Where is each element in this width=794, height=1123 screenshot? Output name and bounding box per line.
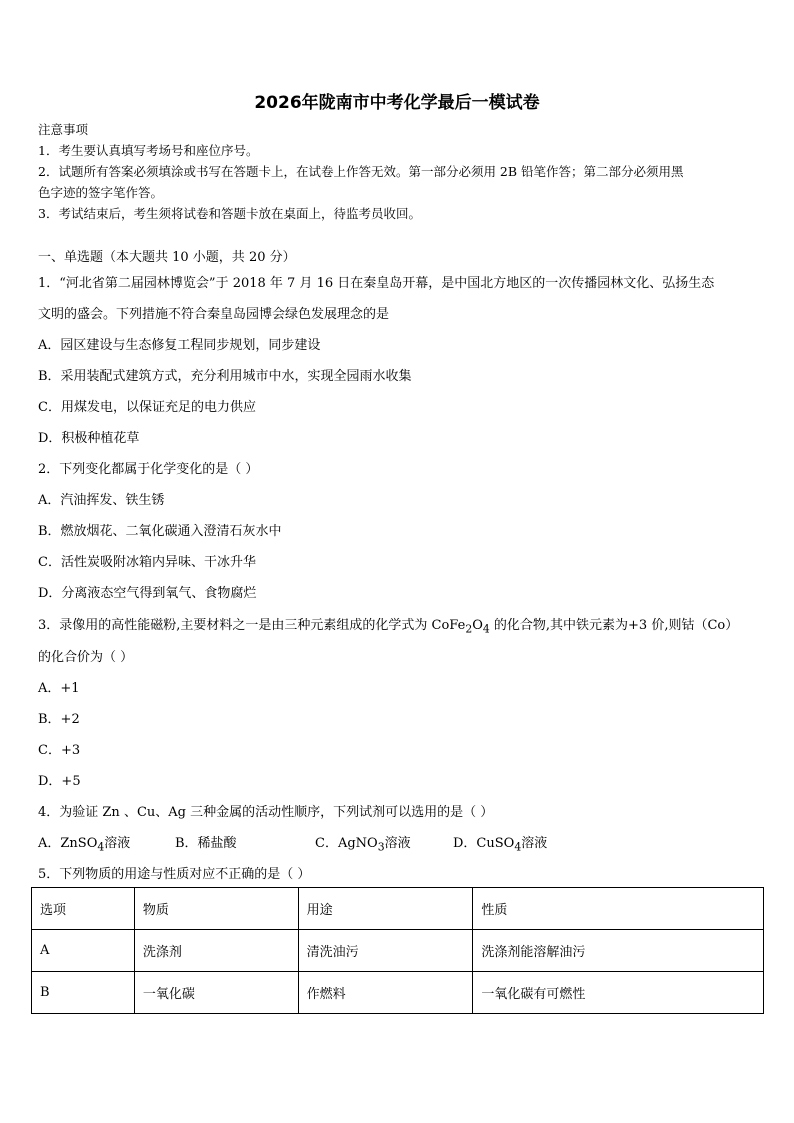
table-header-cell: 选项: [32, 888, 135, 930]
table-cell: 洗涤剂: [134, 930, 298, 972]
subscript: 3: [377, 840, 385, 854]
table-cell: 作燃料: [298, 972, 473, 1014]
question-stem: 文明的盛会。下列措施不符合秦皇岛园博会绿色发展理念的是: [38, 307, 390, 322]
option: B．稀盐酸: [175, 836, 237, 851]
question-stem: 5．下列物质的用途与性质对应不正确的是（ ）: [38, 867, 311, 882]
option-part: 溶液: [521, 836, 548, 851]
page-title: 2026年陇南市中考化学最后一模试卷: [254, 93, 540, 113]
option: B．燃放烟花、二氧化碳通入澄清石灰水中: [38, 524, 282, 539]
notice-item: 色字迹的签字笔作答。: [38, 185, 164, 200]
table-cell: 洗涤剂能溶解油污: [473, 930, 764, 972]
option: C．+3: [38, 743, 81, 758]
option: D．+5: [38, 774, 81, 789]
option: B．+2: [38, 712, 80, 727]
stem-part: 的化合物,其中铁元素为+3 价,则钴（Co）: [489, 618, 739, 633]
subscript: 4: [482, 622, 490, 636]
table-cell: B: [32, 972, 135, 1014]
option: A．+1: [38, 681, 80, 696]
option-part: 溶液: [104, 836, 131, 851]
question-stem: 的化合价为（ ）: [38, 650, 134, 665]
option: B．采用装配式建筑方式，充分利用城市中水，实现全园雨水收集: [38, 369, 412, 384]
option: C．用煤发电，以保证充足的电力供应: [38, 400, 256, 415]
table-cell: A: [32, 930, 135, 972]
table-cell: 清洗油污: [298, 930, 473, 972]
question-stem: [38, 614, 738, 636]
option: [453, 832, 547, 854]
table-cell: 一氧化碳有可燃性: [473, 972, 764, 1014]
table-row: [32, 972, 764, 1014]
table-header-cell: 物质: [134, 888, 298, 930]
option: D．积极种植花草: [38, 431, 140, 446]
subscript: 4: [97, 840, 105, 854]
question-stem: 4．为验证 Zn 、Cu、Ag 三种金属的活动性顺序，下列试剂可以选用的是（ ）: [38, 805, 494, 820]
table-header-cell: 性质: [473, 888, 764, 930]
table-header-cell: 用途: [298, 888, 473, 930]
notice-item: 1．考生要认真填写考场号和座位序号。: [38, 143, 259, 158]
option: A．汽油挥发、铁生锈: [38, 493, 165, 508]
properties-table: [31, 887, 764, 1014]
stem-part: O: [472, 618, 483, 633]
table-cell: 一氧化碳: [134, 972, 298, 1014]
option-part: C．AgNO: [315, 836, 378, 851]
option-part: A．ZnSO: [38, 836, 98, 851]
option: [38, 832, 130, 854]
option-part: D．CuSO: [453, 836, 515, 851]
question-stem: 1．“河北省第二届园林博览会”于 2018 年 7 月 16 日在秦皇岛开幕，是中国北方地区的一次传播园林文化、弘扬生态: [38, 276, 715, 291]
stem-part: 3．录像用的高性能磁粉,主要材料之一是由三种元素组成的化学式为 CoFe: [38, 618, 466, 633]
notice-item: 3．考试结束后，考生须将试卷和答题卡放在桌面上，待监考员收回。: [38, 206, 421, 221]
subscript: 4: [514, 840, 522, 854]
table-header-row: [32, 888, 764, 930]
subscript: 2: [465, 622, 473, 636]
notice-heading: 注意事项: [38, 122, 89, 137]
table-row: [32, 930, 764, 972]
option: [315, 832, 411, 854]
question-stem: 2．下列变化都属于化学变化的是（ ）: [38, 462, 259, 477]
section-heading: 一、单选题（本大题共 10 小题，共 20 分）: [38, 250, 296, 265]
option-part: 溶液: [384, 836, 411, 851]
option: A．园区建设与生态修复工程同步规划，同步建设: [38, 338, 321, 353]
notice-item: 2．试题所有答案必须填涂或书写在答题卡上，在试卷上作答无效。第一部分必须用 2B 铅笔作答；第二部分必须用黑: [38, 164, 684, 179]
option: D．分离液态空气得到氧气、食物腐烂: [38, 586, 257, 601]
option: C．活性炭吸附冰箱内异味、干冰升华: [38, 555, 256, 570]
